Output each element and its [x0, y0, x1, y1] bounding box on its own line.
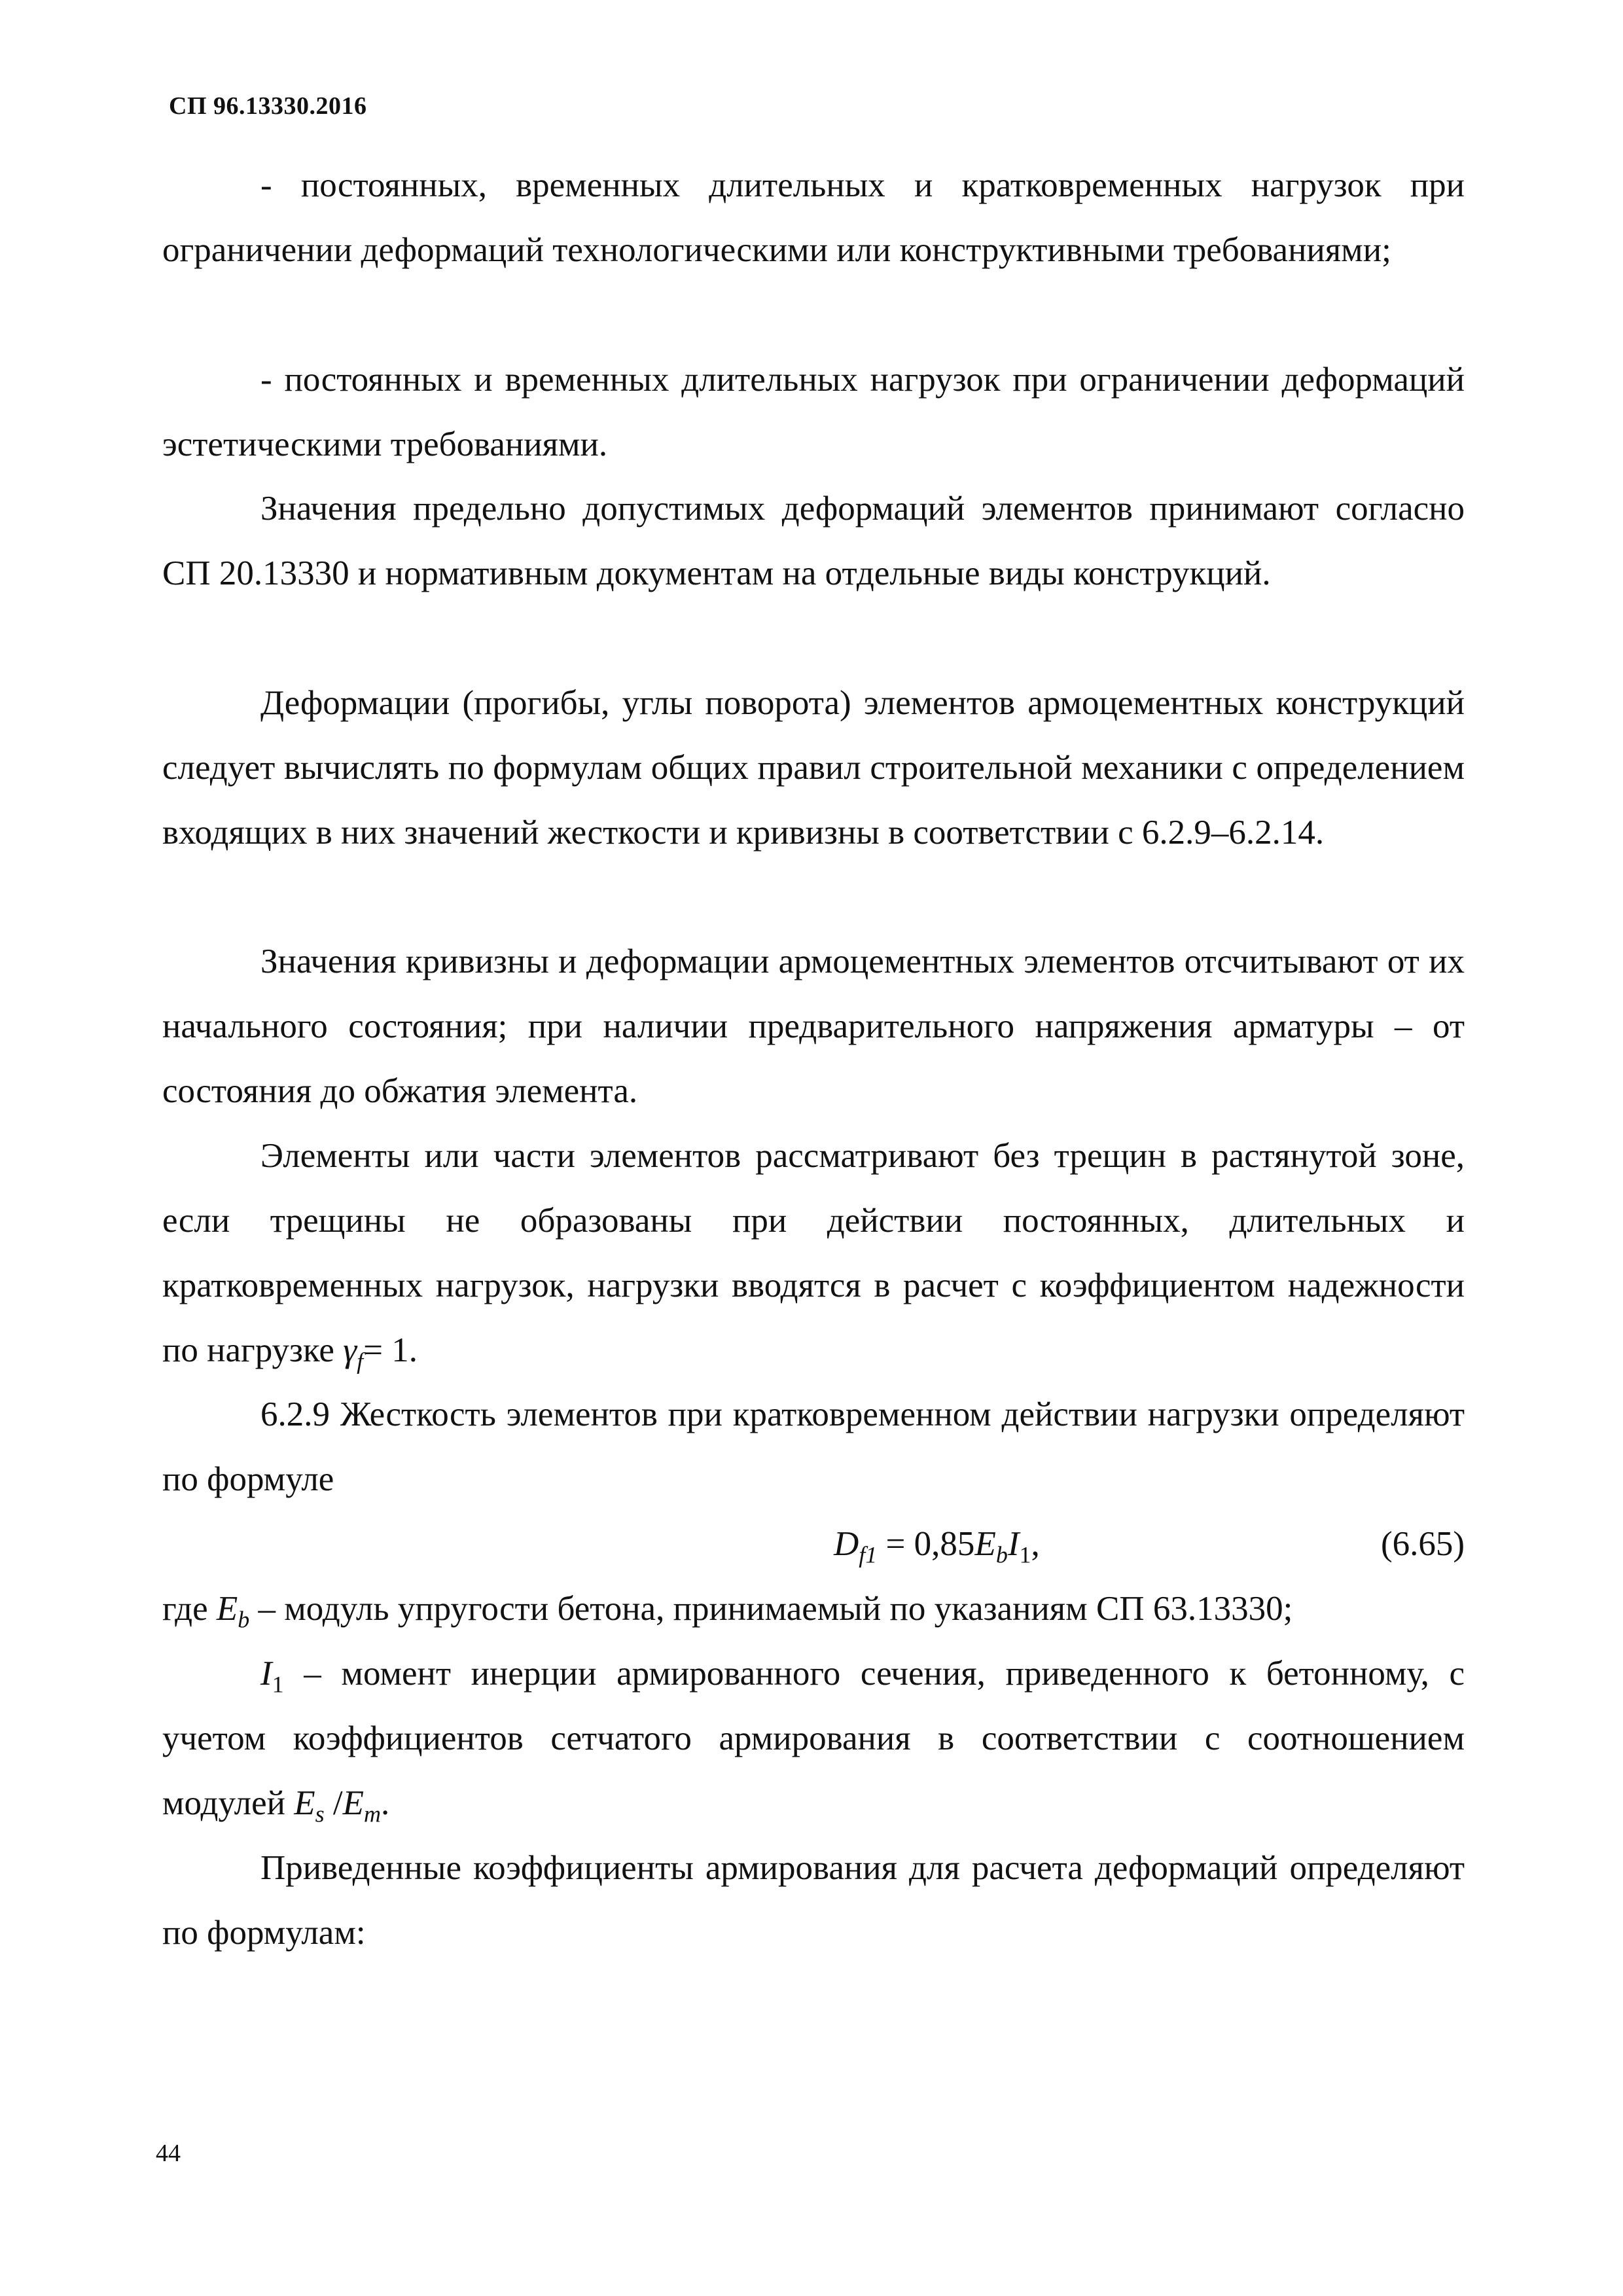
- paragraph-aesthetic-requirements: - постоянных и временных длительных нагрузок при ограничении деформаций эстетическими требованиями.: [162, 361, 1465, 463]
- em-symbol: E: [342, 1784, 364, 1822]
- paragraph-permanent-temporary-loads: - постоянных, временных длительных и кратковременных нагрузок при ограничении деформаций технологическими или конструктивными требованиями;: [162, 166, 1465, 269]
- paragraph-reduced-reinforcement-coefficients: Приведенные коэффициенты армирования для расчета деформаций определяют по формулам:: [162, 1849, 1465, 1952]
- document-code-header: СП 96.13330.2016: [169, 92, 367, 120]
- i1-symbol: I: [260, 1655, 272, 1693]
- eb-symbol: E: [216, 1590, 238, 1628]
- es-subscript: s: [315, 1801, 325, 1827]
- i1-subscript: 1: [272, 1671, 284, 1698]
- formula-expression: [834, 1512, 1040, 1577]
- paragraph-allowable-deformations: Значения предельно допустимых деформаций элементов принимают согласно СП 20.13330 и нормативным документам на отдельные виды конструкций.: [162, 490, 1465, 592]
- gamma-value: = 1.: [363, 1331, 418, 1369]
- formula-6-65: [162, 1512, 1465, 1577]
- where-eb-definition: [162, 1577, 1465, 1641]
- es-symbol: E: [294, 1784, 315, 1822]
- paragraph-6-2-9-stiffness: 6.2.9 Жесткость элементов при кратковременном действии нагрузки определяют по формуле: [162, 1395, 1465, 1498]
- formula-e: E: [974, 1525, 996, 1563]
- formula-lhs: D: [834, 1525, 859, 1563]
- formula-number: (6.65): [1380, 1525, 1465, 1563]
- formula-tail: ,: [1031, 1525, 1040, 1563]
- where-i1-definition: [162, 1641, 1465, 1836]
- paragraph-deformation-calculation: Деформации (прогибы, углы поворота) элементов армоцементных конструкций следует вычислять по формулам общих правил строительной механики с определением входящих в них значений жесткости и кривизны в соответствии с 6.2.9–6.2.14.: [162, 684, 1465, 852]
- i1-end: .: [380, 1784, 390, 1822]
- formula-e-subscript: b: [995, 1541, 1008, 1568]
- where-prefix: где: [162, 1590, 217, 1628]
- gamma-symbol: γ: [343, 1331, 357, 1369]
- page-number: 44: [156, 2140, 181, 2167]
- em-subscript: m: [363, 1801, 381, 1827]
- i1-description: – момент инерции армированного сечения, приведенного к бетонному, с учетом коэффициентов сетчатого армирования в соответствии с соотношением модулей: [162, 1655, 1465, 1822]
- cracks-text: Элементы или части элементов рассматривают без трещин в растянутой зоне, если трещины не образованы при действии постоянных, длительных и кратковременных нагрузок, нагрузки вводятся в расчет с коэффициентом надежности по нагрузке: [162, 1137, 1465, 1369]
- gamma-subscript: f: [357, 1348, 364, 1374]
- eb-subscript: b: [238, 1606, 250, 1633]
- paragraph-elements-without-cracks: [162, 1124, 1465, 1383]
- modulus-slash: /: [324, 1784, 343, 1822]
- formula-i: I: [1007, 1525, 1020, 1563]
- paragraph-curvature-reference: Значения кривизны и деформации армоцементных элементов отсчитывают от их начального состояния; при наличии предварительного напряжения арматуры – от состояния до обжатия элемента.: [162, 942, 1465, 1110]
- formula-i-subscript: 1: [1019, 1541, 1031, 1568]
- eb-description: – модуль упругости бетона, принимаемый по указаниям СП 63.13330;: [249, 1590, 1293, 1628]
- formula-lhs-subscript: f1: [859, 1541, 878, 1568]
- formula-coefficient: = 0,85: [877, 1525, 975, 1563]
